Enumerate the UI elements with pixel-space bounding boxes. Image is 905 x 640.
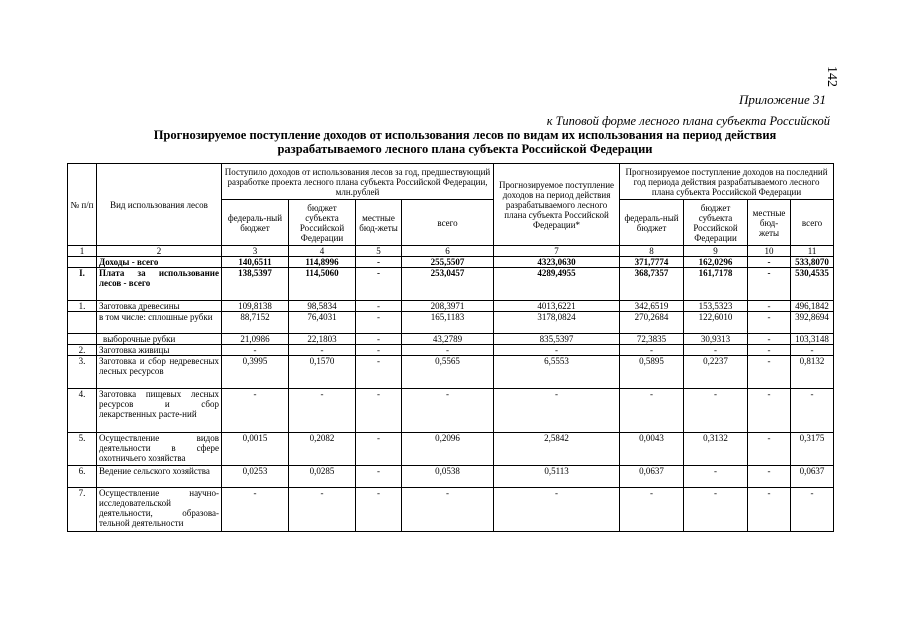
table-row xyxy=(68,433,834,466)
header-federal-2: федераль-ный бюджет xyxy=(620,200,684,246)
value-cell: - xyxy=(356,312,402,334)
col-number: 6 xyxy=(402,246,494,257)
row-number-cell: 2. xyxy=(68,345,97,356)
value-cell: 0,2237 xyxy=(684,356,748,389)
value-cell: - xyxy=(356,257,402,268)
value-cell: - xyxy=(356,345,402,356)
row-number-cell xyxy=(68,334,97,345)
row-label-cell: Заготовка древесины xyxy=(97,301,222,312)
table-row xyxy=(68,301,834,312)
row-number-cell: 5. xyxy=(68,433,97,466)
value-cell: 140,6511 xyxy=(222,257,289,268)
column-number-row xyxy=(68,246,834,257)
value-cell: - xyxy=(356,433,402,466)
value-cell: - xyxy=(791,488,834,532)
title-line-2: разрабатываемого лесного плана субъекта Российской Федерации xyxy=(277,142,653,156)
title-line-1: Прогнозируемое поступление доходов от использования лесов по видам их использования на период действия xyxy=(153,128,777,142)
header-group-last-year: Прогнозируемое поступление доходов на последний год периода действия разрабатываемого лесного плана субъекта Российской Федерации xyxy=(620,164,834,200)
value-cell: 0,2082 xyxy=(289,433,356,466)
value-cell: 114,8996 xyxy=(289,257,356,268)
table-row xyxy=(68,466,834,488)
value-cell: - xyxy=(748,356,791,389)
value-cell: 0,2096 xyxy=(402,433,494,466)
table-row xyxy=(68,389,834,433)
value-cell: - xyxy=(289,389,356,433)
header-local: местные бюд-жеты xyxy=(356,200,402,246)
header-kind: Вид использования лесов xyxy=(97,164,222,246)
value-cell: - xyxy=(684,345,748,356)
value-cell: 0,0015 xyxy=(222,433,289,466)
row-label-cell: Ведение сельского хозяйства xyxy=(97,466,222,488)
value-cell: 72,3835 xyxy=(620,334,684,345)
col-number: 7 xyxy=(494,246,620,257)
value-cell: 0,5113 xyxy=(494,466,620,488)
value-cell: - xyxy=(748,268,791,301)
col-number: 8 xyxy=(620,246,684,257)
row-number-cell: 6. xyxy=(68,466,97,488)
value-cell: 2,5842 xyxy=(494,433,620,466)
row-label-cell: Плата за использование лесов - всего xyxy=(97,268,222,301)
appendix-label: Приложение 31 xyxy=(738,92,826,107)
value-cell: 392,8694 xyxy=(791,312,834,334)
value-cell: 3178,0824 xyxy=(494,312,620,334)
row-number-cell: I. xyxy=(68,268,97,301)
table-row xyxy=(68,356,834,389)
appendix-subtitle: к Типовой форме лесного плана субъекта Российской xyxy=(546,114,830,128)
value-cell: - xyxy=(356,488,402,532)
header-forecast-period: Прогнозируемое поступление доходов на период действия разрабатываемого лесного плана субъекта Российской Федерации* xyxy=(494,164,620,246)
value-cell: 371,7774 xyxy=(620,257,684,268)
value-cell: 0,1570 xyxy=(289,356,356,389)
value-cell: 530,4535 xyxy=(791,268,834,301)
value-cell: - xyxy=(494,488,620,532)
value-cell: - xyxy=(748,389,791,433)
revenue-table xyxy=(67,163,834,532)
value-cell: - xyxy=(748,466,791,488)
col-number: 10 xyxy=(748,246,791,257)
value-cell: 22,1803 xyxy=(289,334,356,345)
value-cell: 342,6519 xyxy=(620,301,684,312)
value-cell: 114,5060 xyxy=(289,268,356,301)
value-cell: 98,5834 xyxy=(289,301,356,312)
col-number: 5 xyxy=(356,246,402,257)
value-cell: - xyxy=(684,466,748,488)
value-cell: - xyxy=(402,389,494,433)
value-cell: - xyxy=(402,345,494,356)
row-label-cell: Заготовка и сбор недревесных лесных ресурсов xyxy=(97,356,222,389)
value-cell: 43,2789 xyxy=(402,334,494,345)
col-number: 1 xyxy=(68,246,97,257)
value-cell: - xyxy=(494,389,620,433)
value-cell: - xyxy=(620,345,684,356)
value-cell: - xyxy=(748,301,791,312)
value-cell: 0,3995 xyxy=(222,356,289,389)
value-cell: - xyxy=(289,345,356,356)
value-cell: - xyxy=(494,345,620,356)
value-cell: - xyxy=(791,389,834,433)
value-cell: 0,0285 xyxy=(289,466,356,488)
row-label-cell: Доходы - всего xyxy=(97,257,222,268)
value-cell: 255,5507 xyxy=(402,257,494,268)
value-cell: 109,8138 xyxy=(222,301,289,312)
value-cell: 0,0538 xyxy=(402,466,494,488)
row-label-cell: Заготовка пищевых лесных ресурсов и сбор лекарственных расте-ний xyxy=(97,389,222,433)
value-cell: 138,5397 xyxy=(222,268,289,301)
value-cell: 0,0253 xyxy=(222,466,289,488)
header-total: всего xyxy=(402,200,494,246)
value-cell: - xyxy=(620,488,684,532)
col-number: 11 xyxy=(791,246,834,257)
col-number: 3 xyxy=(222,246,289,257)
value-cell: - xyxy=(748,433,791,466)
header-subject: бюджет субъекта Российской Федерации xyxy=(289,200,356,246)
row-number-cell xyxy=(68,312,97,334)
value-cell: 4323,0630 xyxy=(494,257,620,268)
value-cell: 368,7357 xyxy=(620,268,684,301)
table-body xyxy=(68,257,834,532)
value-cell: 0,3132 xyxy=(684,433,748,466)
value-cell: - xyxy=(620,389,684,433)
value-cell: 103,3148 xyxy=(791,334,834,345)
value-cell: - xyxy=(222,345,289,356)
value-cell: - xyxy=(791,345,834,356)
value-cell: - xyxy=(748,345,791,356)
value-cell: 0,3175 xyxy=(791,433,834,466)
value-cell: - xyxy=(356,301,402,312)
value-cell: 161,7178 xyxy=(684,268,748,301)
row-label-cell: Заготовка живицы xyxy=(97,345,222,356)
value-cell: 0,8132 xyxy=(791,356,834,389)
value-cell: 0,0637 xyxy=(791,466,834,488)
value-cell: 0,5895 xyxy=(620,356,684,389)
row-label-cell: Осуществление научно-исследовательской деятельности, образова-тельной деятельности xyxy=(97,488,222,532)
value-cell: 208,3971 xyxy=(402,301,494,312)
page-number: 142 xyxy=(824,66,839,87)
header-total-2: всего xyxy=(791,200,834,246)
value-cell: 835,5397 xyxy=(494,334,620,345)
value-cell: - xyxy=(684,389,748,433)
value-cell: 88,7152 xyxy=(222,312,289,334)
value-cell: 6,5553 xyxy=(494,356,620,389)
value-cell: - xyxy=(356,268,402,301)
value-cell: 4289,4955 xyxy=(494,268,620,301)
value-cell: - xyxy=(222,488,289,532)
value-cell: 0,0043 xyxy=(620,433,684,466)
value-cell: - xyxy=(748,488,791,532)
row-number-cell: 7. xyxy=(68,488,97,532)
value-cell: 253,0457 xyxy=(402,268,494,301)
value-cell: 153,5323 xyxy=(684,301,748,312)
row-number-cell: 1. xyxy=(68,301,97,312)
row-number-cell: 3. xyxy=(68,356,97,389)
value-cell: - xyxy=(748,257,791,268)
table-row xyxy=(68,312,834,334)
value-cell: 165,1183 xyxy=(402,312,494,334)
value-cell: - xyxy=(289,488,356,532)
table-row xyxy=(68,268,834,301)
header-federal: федераль-ный бюджет xyxy=(222,200,289,246)
value-cell: 4013,6221 xyxy=(494,301,620,312)
value-cell: - xyxy=(748,334,791,345)
table-row xyxy=(68,488,834,532)
row-number-cell: 4. xyxy=(68,389,97,433)
col-number: 4 xyxy=(289,246,356,257)
value-cell: 0,5565 xyxy=(402,356,494,389)
value-cell: - xyxy=(222,389,289,433)
table-row xyxy=(68,257,834,268)
value-cell: 122,6010 xyxy=(684,312,748,334)
header-num: № п/п xyxy=(68,164,97,246)
col-number: 9 xyxy=(684,246,748,257)
document-title xyxy=(110,128,820,156)
value-cell: - xyxy=(356,389,402,433)
value-cell: 30,9313 xyxy=(684,334,748,345)
value-cell: 0,0637 xyxy=(620,466,684,488)
value-cell: 270,2684 xyxy=(620,312,684,334)
table-row xyxy=(68,334,834,345)
value-cell: - xyxy=(402,488,494,532)
row-number-cell xyxy=(68,257,97,268)
value-cell: - xyxy=(356,356,402,389)
value-cell: - xyxy=(748,312,791,334)
row-label-cell: Осуществление видов деятельности в сфере охотничьего хозяйства xyxy=(97,433,222,466)
table-row xyxy=(68,345,834,356)
value-cell: - xyxy=(356,334,402,345)
col-number: 2 xyxy=(97,246,222,257)
header-subject-2: бюджет субъекта Российской Федерации xyxy=(684,200,748,246)
header-local-2: местные бюд-жеты xyxy=(748,200,791,246)
value-cell: 76,4031 xyxy=(289,312,356,334)
row-label-cell: выборочные рубки xyxy=(97,334,222,345)
value-cell: 533,8070 xyxy=(791,257,834,268)
value-cell: 21,0986 xyxy=(222,334,289,345)
value-cell: 496,1842 xyxy=(791,301,834,312)
value-cell: 162,0296 xyxy=(684,257,748,268)
header-group-past: Поступило доходов от использования лесов за год, предшествующий разработке проекта лесного плана субъекта Российской Федерации, млн.рублей xyxy=(222,164,494,200)
row-label-cell: в том числе: сплошные рубки xyxy=(97,312,222,334)
value-cell: - xyxy=(684,488,748,532)
value-cell: - xyxy=(356,466,402,488)
